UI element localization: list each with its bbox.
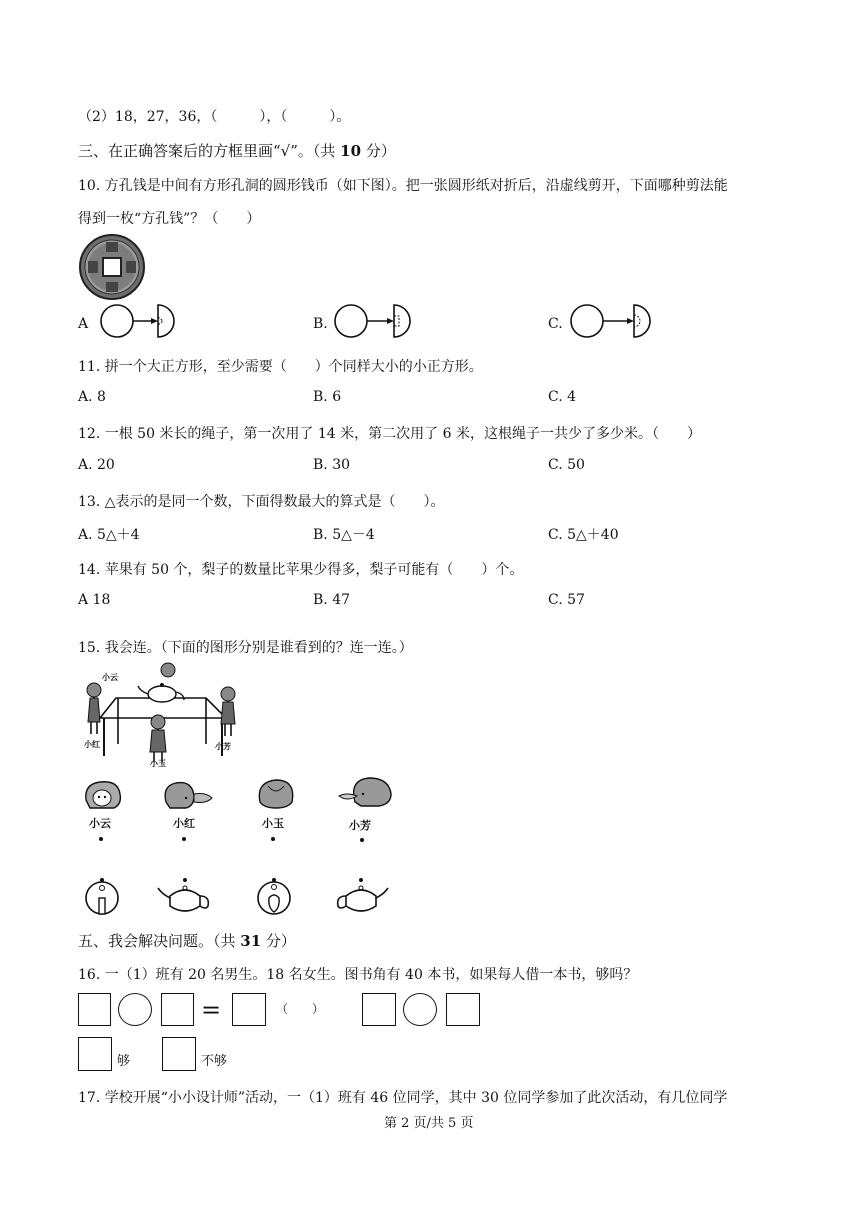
scene-label-xiaoyu: 小玉 — [150, 759, 166, 768]
q17-text: 17. 学校开展“小小设计师”活动，一（1）班有 46 位同学，其中 30 位同学参加了此次活动，有几位同学 — [78, 1090, 728, 1106]
q11-text: 11. 拼一个大正方形，至少需要（ ）个同样大小的小正方形。 — [78, 359, 483, 375]
answer-box-3[interactable] — [232, 993, 266, 1026]
face-label-xiaofang: 小芳 — [349, 819, 371, 832]
section3-heading: 三、在正确答案后的方框里画“√”。（共 10 分） — [78, 142, 396, 160]
face-label-xiaoyu: 小玉 — [262, 817, 284, 830]
answer-box-4[interactable] — [362, 993, 396, 1026]
scene-label-xiaoyun: 小云 — [102, 673, 118, 682]
teapot-view-top-1[interactable] — [80, 876, 124, 916]
q12-option-c[interactable]: C. 50 — [548, 457, 585, 473]
q11-option-c[interactable]: C. 4 — [548, 389, 577, 405]
q14-option-b[interactable]: B. 47 — [313, 592, 351, 608]
section5-heading: 五、我会解决问题。（共 31 分） — [78, 932, 296, 950]
not-enough-checkbox[interactable] — [162, 1037, 196, 1071]
q11-option-a[interactable]: A. 8 — [78, 389, 106, 405]
enough-checkbox[interactable] — [78, 1037, 112, 1071]
answer-box-2[interactable] — [161, 993, 194, 1026]
q13-option-b[interactable]: B. 5△－4 — [313, 527, 375, 543]
q13-option-c[interactable]: C. 5△＋40 — [548, 527, 619, 543]
q10-line1: 10. 方孔钱是中间有方形孔洞的圆形钱币（如下图）。把一张圆形纸对折后，沿虚线剪开，下面哪种剪法能 — [78, 178, 728, 194]
face-label-xiaohong: 小红 — [173, 817, 195, 830]
operator-circle-1[interactable] — [118, 993, 152, 1026]
answer-box-5[interactable] — [446, 993, 480, 1026]
q14-text: 14. 苹果有 50 个，梨子的数量比苹果少得多，梨子可能有（ ）个。 — [78, 562, 524, 578]
q9-part2-text: （2）18，27，36，（ ），（ ）。 — [78, 109, 351, 125]
teapot-view-side-1[interactable] — [156, 876, 214, 916]
page-footer: 第 2 页/共 5 页 — [384, 1116, 474, 1131]
q10-line2: 得到一枚“方孔钱”？（ ） — [78, 211, 261, 227]
teapot-view-side-2[interactable] — [332, 876, 390, 916]
enough-label: 够 — [117, 1054, 131, 1069]
operator-circle-2[interactable] — [403, 993, 437, 1026]
face-label-xiaoyun: 小云 — [89, 817, 111, 830]
q13-option-a[interactable]: A. 5△＋4 — [78, 527, 140, 543]
equals-sign: = — [201, 996, 222, 1024]
answer-box-1[interactable] — [78, 993, 111, 1026]
q12-option-b[interactable]: B. 30 — [313, 457, 351, 473]
q10-option-c-label: C. — [548, 316, 563, 332]
q14-option-c[interactable]: C. 57 — [548, 592, 585, 608]
teapot-view-top-2[interactable] — [252, 876, 296, 916]
scene-label-xiaofang: 小芳 — [215, 742, 231, 751]
q12-text: 12. 一根 50 米长的绳子，第一次用了 14 米，第二次用了 6 米，这根绳子一共少了多少米。（ ） — [78, 426, 701, 442]
q15-text: 15. 我会连。（下面的图形分别是谁看到的？连一连。） — [78, 640, 413, 656]
q11-option-b[interactable]: B. 6 — [313, 389, 342, 405]
q14-option-a[interactable]: A 18 — [78, 592, 111, 608]
q12-option-a[interactable]: A. 20 — [78, 457, 115, 473]
q16-text: 16. 一（1）班有 20 名男生。18 名女生。图书角有 40 本书，如果每人借一本书，够吗？ — [78, 967, 638, 983]
unit-paren: （ ） — [276, 1002, 325, 1016]
q10-option-b-label: B. — [313, 316, 328, 332]
scene-label-xiaohong: 小红 — [84, 740, 100, 749]
not-enough-label: 不够 — [201, 1054, 228, 1069]
q10-option-a-label: A — [78, 316, 89, 332]
q13-text: 13. △表示的是同一个数，下面得数最大的算式是（ ）。 — [78, 494, 445, 510]
